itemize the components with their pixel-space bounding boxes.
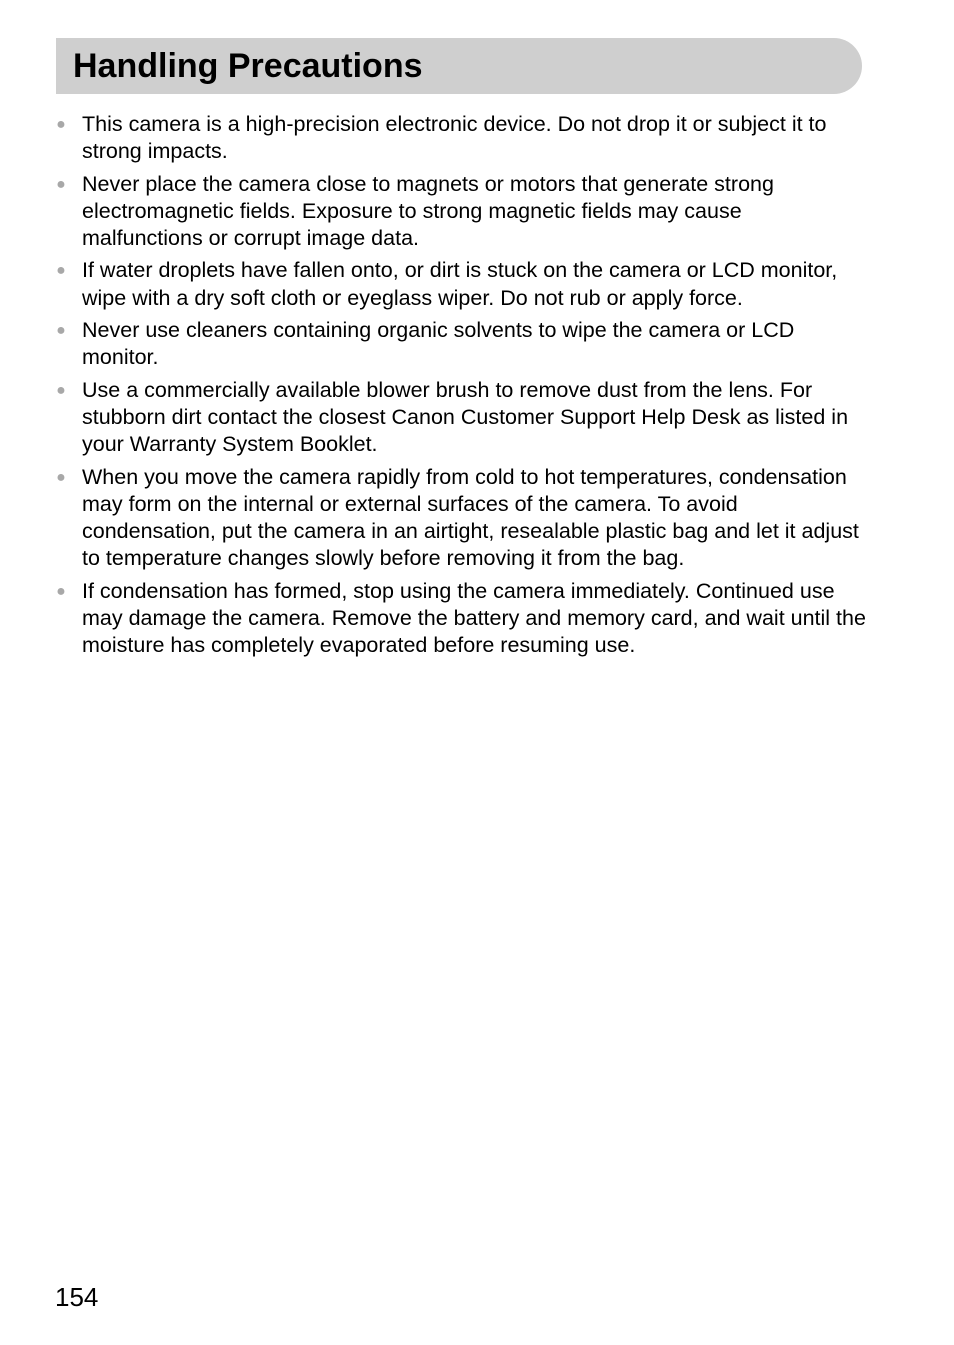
list-item-text: Never use cleaners containing organic solvents to wipe the camera or LCD monitor. xyxy=(82,318,795,370)
list-item xyxy=(56,578,866,660)
list-item xyxy=(56,464,866,573)
title-bar xyxy=(56,38,862,94)
bullet-dot-icon: ● xyxy=(56,322,66,340)
list-item xyxy=(56,377,866,459)
list-item-text: This camera is a high-precision electronic device. Do not drop it or subject it to strong impacts. xyxy=(82,112,827,164)
list-item-text: If water droplets have fallen onto, or dirt is stuck on the camera or LCD monitor, wipe with a dry soft cloth or eyeglass wiper. Do not rub or apply force. xyxy=(82,258,838,310)
list-item-text: If condensation has formed, stop using the camera immediately. Continued use may damage the camera. Remove the battery and memory card, and wait until the moisture has completely evaporated before resuming use. xyxy=(82,578,866,658)
list-item xyxy=(56,257,866,312)
bullet-dot-icon: ● xyxy=(56,262,66,280)
bullet-dot-icon: ● xyxy=(56,582,66,600)
bullet-dot-icon: ● xyxy=(56,468,66,486)
precautions-list xyxy=(56,111,866,665)
bullet-dot-icon: ● xyxy=(56,175,66,193)
list-item xyxy=(56,171,866,253)
list-item-text: When you move the camera rapidly from cold to hot temperatures, condensation may form on the internal or external surfaces of the camera. To avoid condensation, put the camera in an airtight, resealable plastic bag and let it adjust to temperature changes slowly before removing it from the bag. xyxy=(82,464,859,571)
list-item xyxy=(56,317,866,372)
bullet-dot-icon: ● xyxy=(56,381,66,399)
bullet-dot-icon: ● xyxy=(56,116,66,133)
list-item-text: Use a commercially available blower brush to remove dust from the lens. For stubborn dirt contact the closest Canon Customer Support Help Desk as listed in your Warranty System Booklet. xyxy=(82,377,849,457)
list-item xyxy=(56,111,866,166)
page-title: Handling Precautions xyxy=(73,47,423,85)
page-number: 154 xyxy=(55,1282,99,1312)
list-item-text: Never place the camera close to magnets or motors that generate strong electromagnetic fields. Exposure to strong magnetic fields may cause malfunctions or corrupt image data. xyxy=(82,171,774,251)
